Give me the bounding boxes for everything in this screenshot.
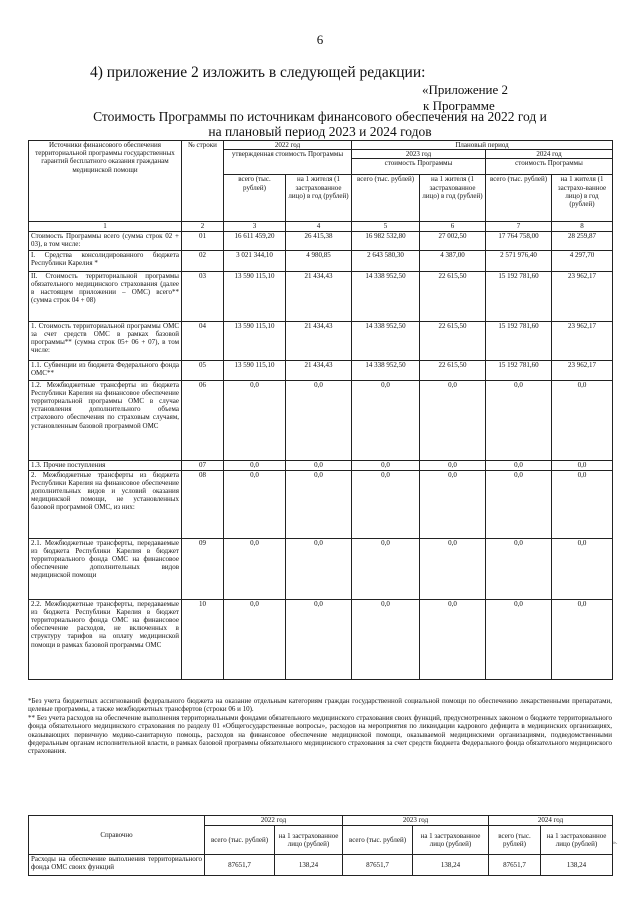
header-year-2023: 2023 год [352,150,486,159]
cell-total-2023: 14 338 952,50 [352,360,420,380]
cell-per-capita-2023: 0,0 [420,599,486,679]
ref-cell-total-2023: 87651,7 [343,855,413,876]
row-number: 04 [182,321,224,360]
cell-total-2023: 14 338 952,50 [352,271,420,321]
cell-total-2023: 0,0 [352,538,420,599]
cell-per-capita-2024: 0,0 [552,460,613,470]
cell-total-2023: 0,0 [352,460,420,470]
cell-total-2024: 0,0 [486,538,552,599]
header-cost-2024: стоимость Программы [486,159,613,175]
ref-cell-per-insured-2022: 138,24 [275,855,343,876]
cell-total-2024: 0,0 [486,470,552,538]
column-index: 4 [286,222,352,231]
cell-per-capita-2023: 0,0 [420,538,486,599]
row-source: II. Стоимость территориальной программы обязательного медицинского страхования (далее в настоящем приложении – ОМС) всего** (сумма строк 04 + 08) [29,271,182,321]
cell-total-2024: 0,0 [486,380,552,460]
row-number: 07 [182,460,224,470]
ref-header-total-2022: всего (тыс. рублей) [205,826,275,855]
cell-total-2022: 0,0 [224,538,286,599]
cell-per-capita-2022: 26 415,38 [286,231,352,250]
cell-per-capita-2023: 22 615,50 [420,271,486,321]
reference-header: Справочно [29,816,205,855]
table-row [29,470,613,538]
appendix-line-2: к Программе [423,98,495,113]
cell-per-capita-2024: 23 962,17 [552,321,613,360]
table-row [29,321,613,360]
cell-total-2024: 0,0 [486,599,552,679]
header-year-2024: 2024 год [486,150,613,159]
cell-per-capita-2022: 21 434,43 [286,271,352,321]
column-index: 5 [352,222,420,231]
cell-per-capita-2023: 27 002,50 [420,231,486,250]
ref-header-total-2024: всего (тыс. рублей) [489,826,541,855]
cell-per-capita-2022: 0,0 [286,599,352,679]
table-row [29,250,613,271]
cell-total-2022: 0,0 [224,470,286,538]
ref-cell-total-2024: 87651,7 [489,855,541,876]
cell-per-capita-2023: 0,0 [420,470,486,538]
reference-table [28,815,613,876]
cell-total-2022: 13 590 115,10 [224,360,286,380]
cell-total-2024: 15 192 781,60 [486,271,552,321]
cell-total-2022: 0,0 [224,380,286,460]
cell-per-capita-2022: 4 980,85 [286,250,352,271]
cell-per-capita-2022: 0,0 [286,470,352,538]
header-per-capita-2024: на 1 жителя (1 застрахо-ванное лицо) в год (рублей) [552,175,613,222]
row-number: 06 [182,380,224,460]
closing-quote-mark: ». [613,840,618,846]
cell-total-2024: 15 192 781,60 [486,321,552,360]
cell-per-capita-2024: 0,0 [552,599,613,679]
cell-total-2022: 16 611 459,20 [224,231,286,250]
ref-cell-per-insured-2024: 138,24 [541,855,613,876]
document-title [60,109,580,139]
cell-per-capita-2022: 0,0 [286,460,352,470]
row-source: 2.1. Межбюджетные трансферты, передаваемые из бюджета Республики Карелия в бюджет территориального фонда ОМС на финансовое обеспечение дополнительных видов медицинской помощи [29,538,182,599]
table-row [29,231,613,250]
ref-header-year-2022: 2022 год [205,816,343,826]
cell-per-capita-2022: 21 434,43 [286,360,352,380]
ref-header-per-insured-2023: на 1 застрахованное лицо (рублей) [413,826,489,855]
cell-per-capita-2024: 23 962,17 [552,271,613,321]
column-index: 3 [224,222,286,231]
row-source: 1.2. Межбюджетные трансферты из бюджета Республики Карелия на финансовое обеспечение территориальной программы ОМС в случае установления дополнительного объема страхового обеспечения по страховым случаям, установленным базовой программой ОМС [29,380,182,460]
cell-total-2023: 14 338 952,50 [352,321,420,360]
ref-header-year-2023: 2023 год [343,816,489,826]
cell-total-2022: 3 021 344,10 [224,250,286,271]
footnote-2: ** Без учета расходов на обеспечение выполнения территориальными фондами обязательного медицинского страхования своих функций, предусмотренных законом о бюджете территориального фонда обязательного медицинского страхования по разделу 01 «Общегосударственные вопросы», расходов на мероприятия по ликвидации кадрового дефицита в медицинских организациях, оказывающих первичную медико-санитарную помощь, расходов на финансовое обеспечение медицинской помощи, оказываемой медицинскими организациями, подведомственными федеральным органам исполнительной власти, в рамках базовой программы обязательного медицинского страхования за счет средств бюджета Федерального фонда обязательного медицинского страхования. [28,713,612,756]
cell-total-2024: 15 192 781,60 [486,360,552,380]
header-total-2022: всего (тыс. рублей) [224,175,286,222]
cell-total-2023: 16 982 532,80 [352,231,420,250]
cell-per-capita-2022: 21 434,43 [286,321,352,360]
column-index: 2 [182,222,224,231]
cell-total-2022: 13 590 115,10 [224,321,286,360]
row-source: 1.1. Субвенции из бюджета Федерального фонда ОМС** [29,360,182,380]
ref-header-per-insured-2024: на 1 застрахованное лицо (рублей) [541,826,613,855]
ref-header-per-insured-2022: на 1 застрахованное лицо (рублей) [275,826,343,855]
row-number: 10 [182,599,224,679]
ref-header-total-2023: всего (тыс. рублей) [343,826,413,855]
cell-per-capita-2023: 22 615,50 [420,360,486,380]
header-source: Источники финансового обеспечения территориальной программы государственных гарантий бесплатного оказания гражданам медицинской помощи [29,141,182,222]
cell-per-capita-2022: 0,0 [286,380,352,460]
row-source: 1.3. Прочие поступления [29,460,182,470]
column-index: 6 [420,222,486,231]
ref-cell-per-insured-2023: 138,24 [413,855,489,876]
header-total-2024: всего (тыс. рублей) [486,175,552,222]
cell-per-capita-2023: 22 615,50 [420,321,486,360]
cell-total-2023: 0,0 [352,380,420,460]
ref-header-year-2024: 2024 год [489,816,613,826]
header-approved-cost: утвержденная стоимость Программы [224,150,352,175]
row-number: 02 [182,250,224,271]
row-source: 1. Стоимость территориальной программы ОМС за счет средств ОМС в рамках базовой программы** (сумма строк 05+ 06 + 07), в том числе: [29,321,182,360]
row-source: 2. Межбюджетные трансферты из бюджета Республики Карелия на финансовое обеспечение дополнительных видов и условий оказания медицинской помощи, не установленных базовой программой ОМС, из них: [29,470,182,538]
ref-row-name: Расходы на обеспечение выполнения территориального фонда ОМС своих функций [29,855,205,876]
header-planning-period: Плановый период [352,141,613,150]
table-row [29,599,613,679]
program-cost-table [28,140,613,680]
table-row [29,360,613,380]
cell-total-2024: 2 571 976,40 [486,250,552,271]
header-cost-2023: стоимость Программы [352,159,486,175]
table-row [29,855,613,876]
row-number: 03 [182,271,224,321]
table-row [29,460,613,470]
table-row [29,538,613,599]
row-number: 08 [182,470,224,538]
cell-per-capita-2023: 0,0 [420,380,486,460]
cell-per-capita-2024: 23 962,17 [552,360,613,380]
table-row [29,380,613,460]
title-line-2: на плановый период 2023 и 2024 годов [208,124,432,139]
cell-per-capita-2024: 4 297,70 [552,250,613,271]
cell-total-2022: 0,0 [224,460,286,470]
row-source: I. Средства консолидированного бюджета Республики Карелия * [29,250,182,271]
table-row [29,271,613,321]
cell-per-capita-2023: 4 387,00 [420,250,486,271]
page-number: 6 [316,32,324,47]
row-number: 01 [182,231,224,250]
footnotes [28,697,612,756]
header-per-capita-2022: на 1 жителя (1 застрахованное лицо) в год (рублей) [286,175,352,222]
cell-per-capita-2024: 0,0 [552,470,613,538]
cell-total-2023: 0,0 [352,599,420,679]
ref-cell-total-2022: 87651,7 [205,855,275,876]
cell-per-capita-2024: 0,0 [552,538,613,599]
row-source: 2.2. Межбюджетные трансферты, передаваемые из бюджета Республики Карелия в бюджет территориального фонда ОМС на финансовое обеспечение расходов, не включенных в структуру тарифов на оплату медицинской помощи в рамках базовой программы ОМС [29,599,182,679]
cell-per-capita-2024: 28 259,87 [552,231,613,250]
cell-per-capita-2023: 0,0 [420,460,486,470]
cell-total-2022: 0,0 [224,599,286,679]
column-index: 7 [486,222,552,231]
cell-per-capita-2022: 0,0 [286,538,352,599]
title-line-1: Стоимость Программы по источникам финансового обеспечения на 2022 год и [93,109,547,124]
cell-total-2022: 13 590 115,10 [224,271,286,321]
intro-heading: 4) приложение 2 изложить в следующей редакции: [90,64,426,81]
cell-total-2023: 2 643 580,30 [352,250,420,271]
column-index: 8 [552,222,613,231]
footnote-1: *Без учета бюджетных ассигнований федерального бюджета на оказание отдельным категориям граждан государственной социальной помощи по обеспечению лекарственными препаратами, целевые программы, а также межбюджетных трансфертов (строки 06 и 10). [28,697,612,714]
cell-total-2024: 17 764 758,00 [486,231,552,250]
cell-per-capita-2024: 0,0 [552,380,613,460]
row-source: Стоимость Программы всего (сумма строк 02 + 03), в том числе: [29,231,182,250]
row-number: 05 [182,360,224,380]
column-index-row [29,222,613,231]
row-number: 09 [182,538,224,599]
cell-total-2024: 0,0 [486,460,552,470]
column-index: 1 [29,222,182,231]
cell-total-2023: 0,0 [352,470,420,538]
header-total-2023: всего (тыс. рублей) [352,175,420,222]
header-row-number: № строки [182,141,224,222]
appendix-line-1: «Приложение 2 [422,82,509,97]
header-per-capita-2023: на 1 жителя (1 застрахованное лицо) в год (рублей) [420,175,486,222]
header-year-2022: 2022 год [224,141,352,150]
